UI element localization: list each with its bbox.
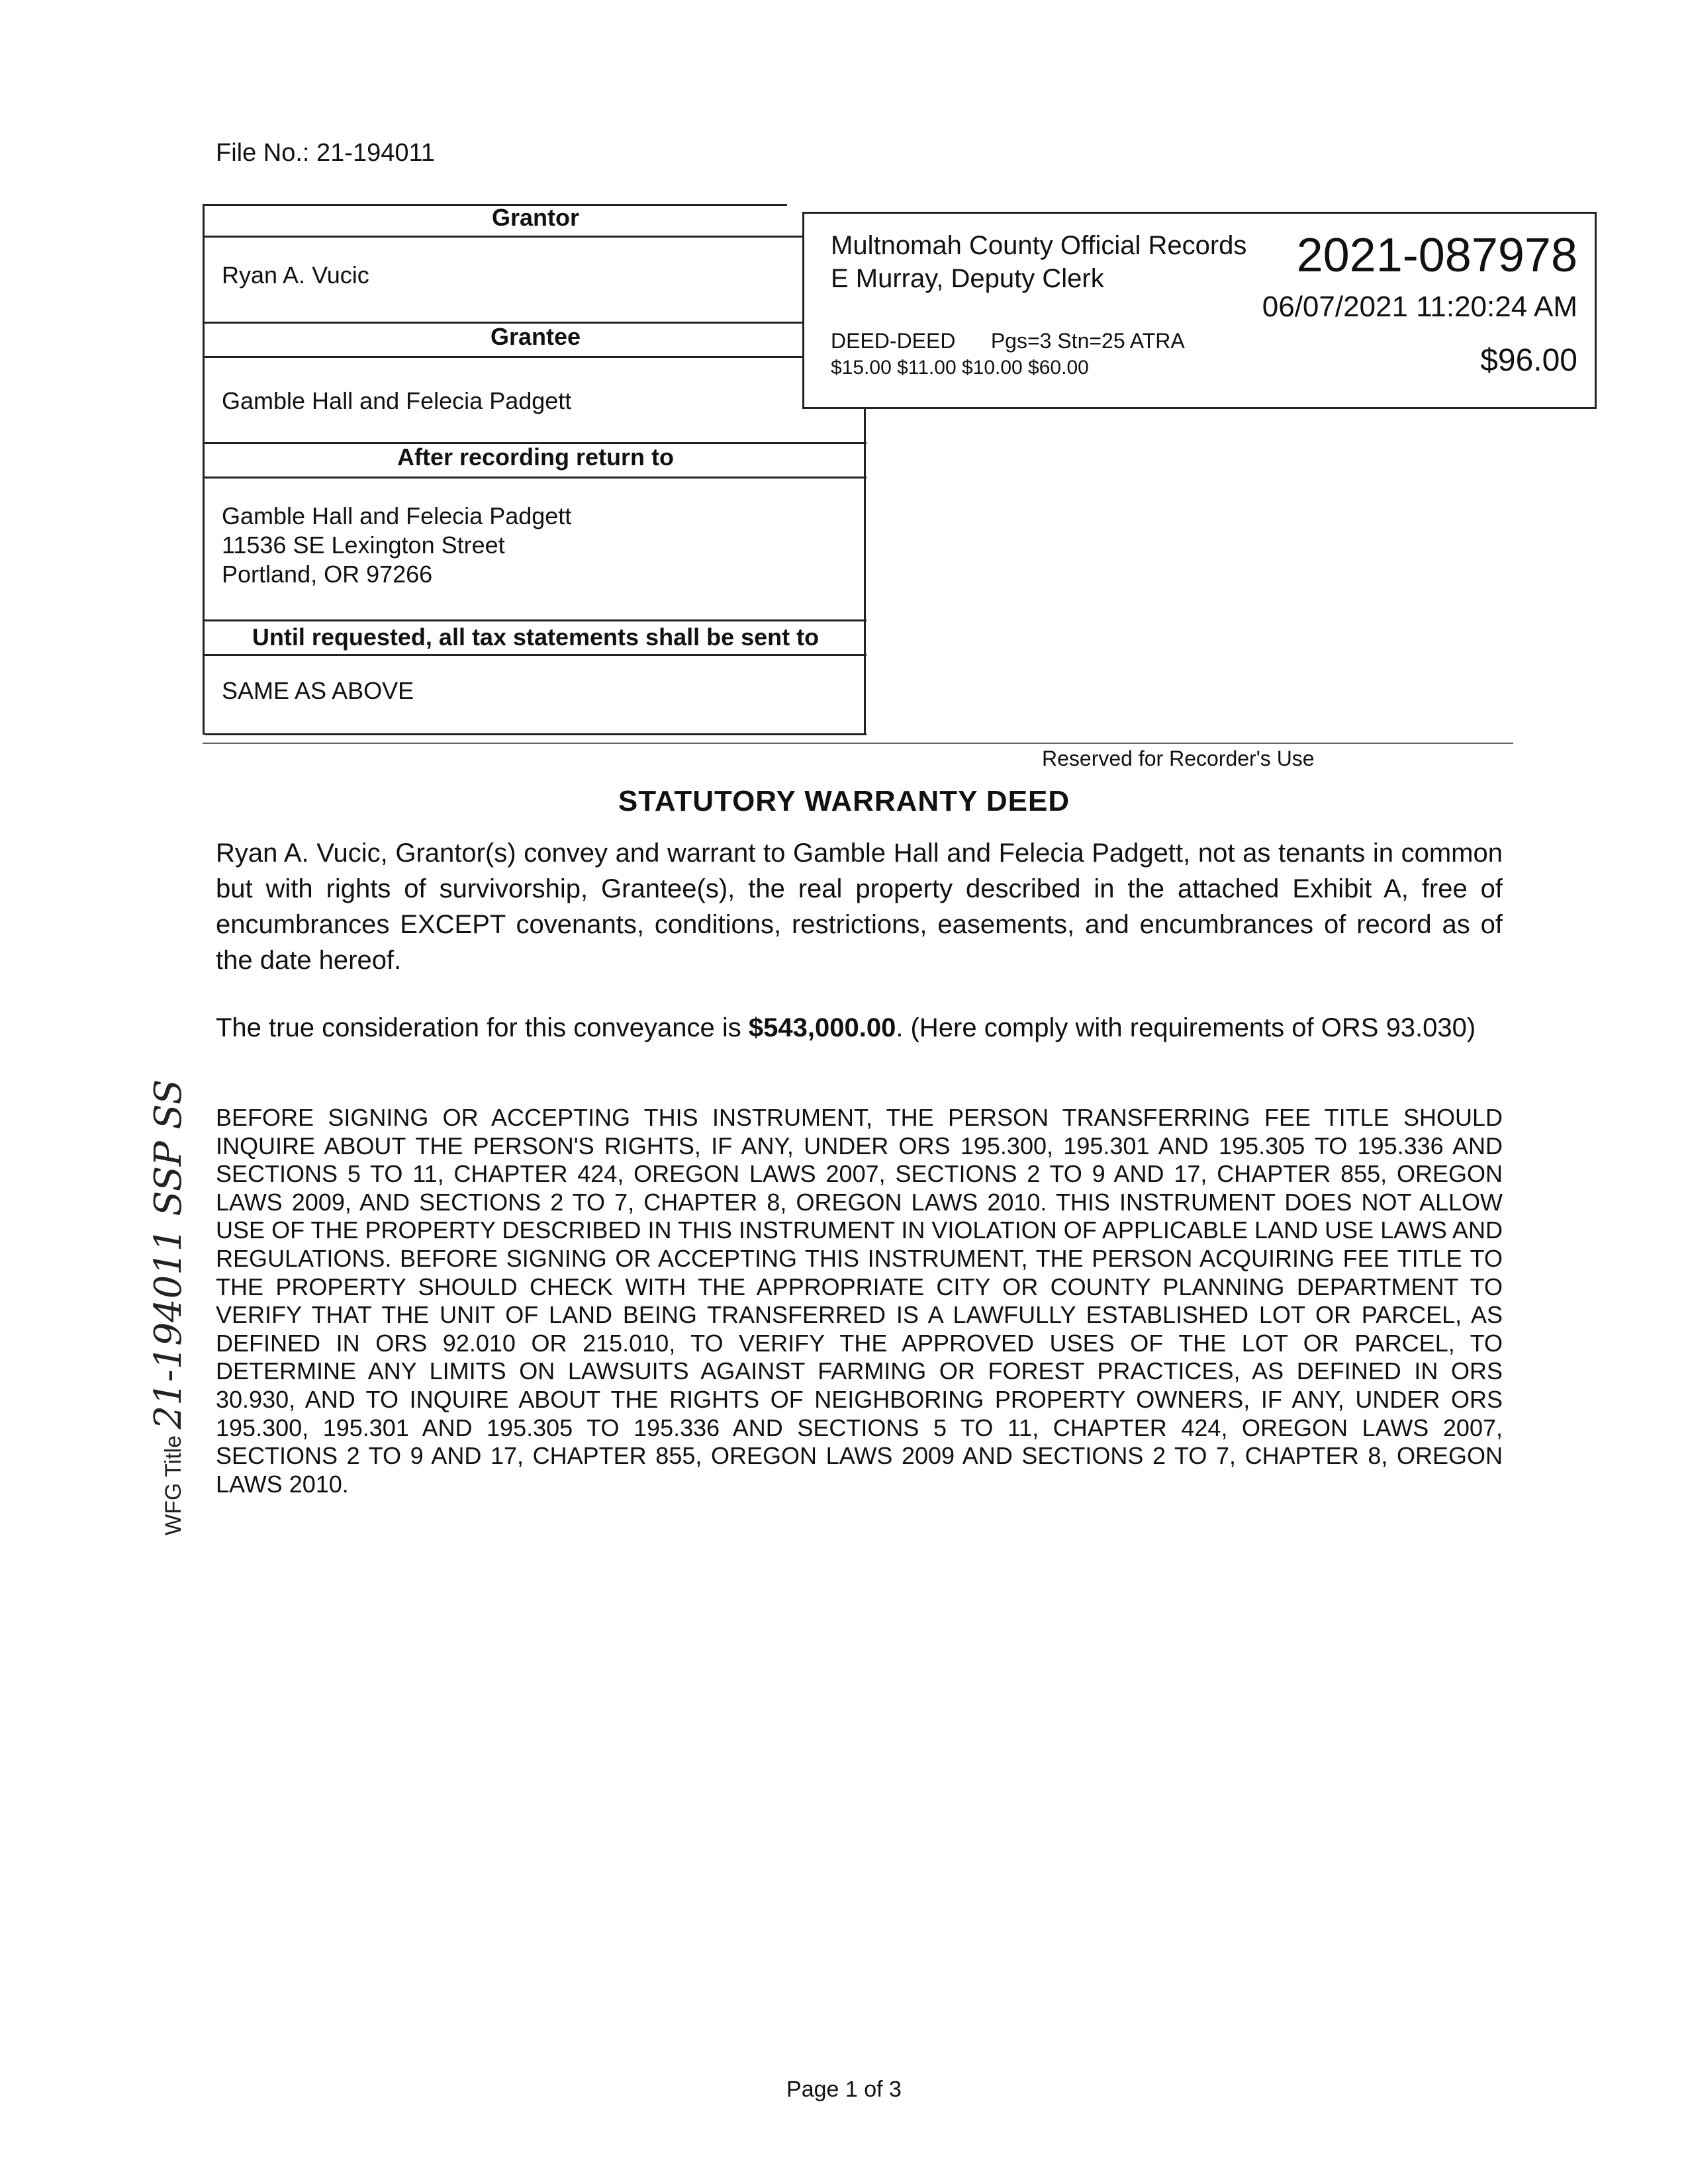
divider bbox=[205, 356, 867, 358]
grantor-heading: Grantor bbox=[491, 204, 579, 231]
grantee-heading: Grantee bbox=[490, 323, 581, 350]
tax-statements-heading: Until requested, all tax statements shall be sent to bbox=[252, 623, 820, 651]
margin-stamp bbox=[147, 1079, 190, 1535]
recorder-stamp-box bbox=[802, 212, 1597, 409]
recorder-office: Multnomah County Official Records bbox=[831, 231, 1247, 260]
divider bbox=[205, 619, 867, 621]
divider bbox=[205, 236, 867, 238]
return-to-line2: 11536 SE Lexington Street bbox=[222, 531, 505, 559]
recording-total: $96.00 bbox=[1480, 343, 1577, 378]
document-type: DEED-DEED Pgs=3 Stn=25 ATRA bbox=[831, 329, 1185, 353]
conveyance-paragraph: Ryan A. Vucic, Grantor(s) convey and warrant to Gamble Hall and Felecia Padgett, not as tenants in common but with rights of survivorship, Grantee(s), the real property described in the attached Exhibit A, free of encumbrances EXCEPT covenants, conditions, restrictions, easements, and encumbrances of record as of the date hereof. bbox=[216, 839, 1503, 975]
statutory-notice: BEFORE SIGNING OR ACCEPTING THIS INSTRUMENT, THE PERSON TRANSFERRING FEE TITLE SHOULD INQUIRE ABOUT THE PERSON'S RIGHTS, IF ANY, UNDER ORS 195.300, 195.301 AND 195.305 TO 195.336 AND SECTIONS 5 TO 11, CHAPTER 424, OREGON LAWS 2007, SECTIONS 2 TO 9 AND 17, CHAPTER 855, OREGON LAWS 2009, AND SECTIONS 2 TO 7, CHAPTER 8, OREGON LAWS 2010. THIS INSTRUMENT DOES NOT ALLOW USE OF THE PROPERTY DESCRIBED IN THIS INSTRUMENT IN VIOLATION OF APPLICABLE LAND USE LAWS AND REGULATIONS. BEFORE SIGNING OR ACCEPTING THIS INSTRUMENT, THE PERSON ACQUIRING FEE TITLE TO THE PROPERTY SHOULD CHECK WITH THE APPROPRIATE CITY OR COUNTY PLANNING DEPARTMENT TO VERIFY THAT THE UNIT OF LAND BEING TRANSFERRED IS A LAWFULLY ESTABLISHED LOT OR PARCEL, AS DEFINED IN ORS 92.010 OR 215.010, TO VERIFY THE APPROVED USES OF THE LOT OR PARCEL, TO DETERMINE ANY LIMITS ON LAWSUITS AGAINST FARMING OR FOREST PRACTICES, AS DEFINED IN ORS 30.930, AND TO INQUIRE ABOUT THE RIGHTS OF NEIGHBORING PROPERTY OWNERS, IF ANY, UNDER ORS 195.300, 195.301 AND 195.305 TO 195.336 AND SECTIONS 5 TO 11, CHAPTER 424, OREGON LAWS 2007, SECTIONS 2 TO 9 AND 17, CHAPTER 855, OREGON LAWS 2009 AND SECTIONS 2 TO 7, CHAPTER 8, OREGON LAWS 2010. bbox=[216, 1104, 1503, 1498]
page-number: Page 1 of 3 bbox=[786, 2077, 902, 2102]
grantor-name: Ryan A. Vucic bbox=[222, 261, 369, 289]
return-to-heading: After recording return to bbox=[397, 443, 675, 471]
divider bbox=[205, 477, 867, 478]
divider bbox=[205, 654, 867, 656]
consideration-suffix: . (Here comply with requirements of ORS 93.030) bbox=[896, 1013, 1476, 1042]
recording-datetime: 06/07/2021 11:20:24 AM bbox=[1262, 291, 1577, 323]
return-to-line3: Portland, OR 97266 bbox=[222, 561, 433, 588]
consideration-prefix: The true consideration for this conveyance is bbox=[216, 1013, 749, 1042]
margin-stamp-handwritten: 21-194011 SSP SS bbox=[147, 1079, 190, 1430]
reserved-divider bbox=[203, 743, 1513, 744]
recording-fees: $15.00 $11.00 $10.00 $60.00 bbox=[831, 357, 1089, 379]
recorder-clerk: E Murray, Deputy Clerk bbox=[831, 264, 1104, 293]
recording-number: 2021-087978 bbox=[1296, 229, 1577, 282]
grantee-name: Gamble Hall and Felecia Padgett bbox=[222, 387, 572, 414]
margin-stamp-printed: WFG Title bbox=[161, 1435, 186, 1535]
party-info-table bbox=[203, 204, 867, 735]
tax-statements-value: SAME AS ABOVE bbox=[222, 677, 414, 704]
table-bottom-border bbox=[205, 733, 867, 735]
table-right-border bbox=[864, 397, 866, 735]
file-number: File No.: 21-194011 bbox=[216, 139, 435, 167]
consideration-amount: $543,000.00 bbox=[748, 1013, 896, 1042]
return-to-line1: Gamble Hall and Felecia Padgett bbox=[222, 502, 572, 529]
reserved-label: Reserved for Recorder's Use bbox=[1042, 747, 1315, 770]
document-title: STATUTORY WARRANTY DEED bbox=[618, 785, 1070, 817]
consideration-paragraph bbox=[216, 1010, 1503, 1046]
